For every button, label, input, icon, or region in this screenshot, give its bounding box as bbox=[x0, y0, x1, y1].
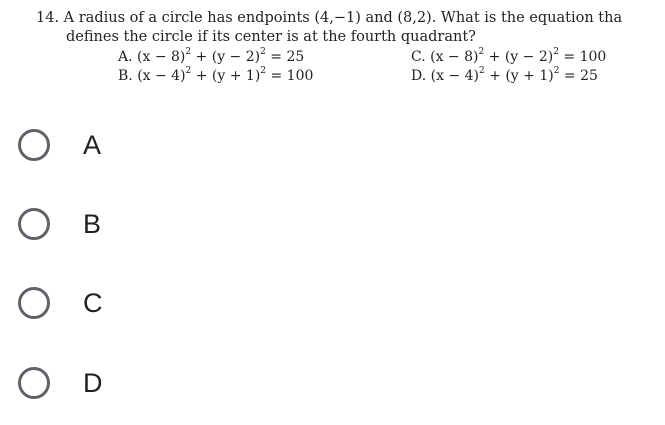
radio-button-b[interactable] bbox=[18, 208, 50, 240]
radio-button-a[interactable] bbox=[18, 129, 50, 161]
question-image bbox=[0, 0, 665, 96]
option-a[interactable] bbox=[18, 123, 218, 167]
option-a-label: A bbox=[83, 129, 102, 160]
question-text-line-1: 14. A radius of a circle has endpoints (4,−1) and (8,2). What is the equation tha bbox=[36, 10, 623, 26]
option-c[interactable] bbox=[18, 281, 218, 325]
option-d-label: D bbox=[83, 367, 103, 398]
choice-b-equation: B. $(x - 4)^2 + (y + 1)^2 = 100$ bbox=[118, 66, 314, 84]
option-b-label: B bbox=[83, 208, 102, 239]
option-d[interactable] bbox=[18, 361, 218, 405]
option-b[interactable] bbox=[18, 202, 218, 246]
choice-a-equation: A. $(x - 8)^2 + (y - 2)^2 = 25$ bbox=[118, 47, 305, 65]
question-text-line-2: defines the circle if its center is at the fourth quadrant? bbox=[66, 29, 476, 45]
choice-c-equation: C. $(x - 8)^2 + (y - 2)^2 = 100$ bbox=[411, 47, 607, 65]
choice-d-equation: D. $(x - 4)^2 + (y + 1)^2 = 25$ bbox=[411, 66, 598, 84]
radio-button-c[interactable] bbox=[18, 287, 50, 319]
radio-button-d[interactable] bbox=[18, 367, 50, 399]
option-c-label: C bbox=[83, 287, 103, 318]
